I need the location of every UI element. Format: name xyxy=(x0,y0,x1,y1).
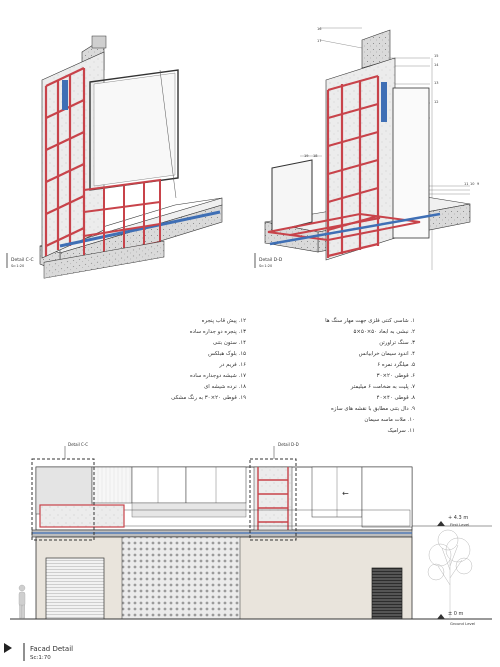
legend-item-10: ۱۰. ملات ماسه سیمان xyxy=(364,417,415,423)
legend-item-7: ۷. پلیت به ضخامت ۶ میلیمتر xyxy=(350,384,415,390)
legend-item-5: ۵. میلگرد نمره ۶ xyxy=(377,362,415,368)
legend-item-14: ۱۴. ستون بتنی xyxy=(212,340,246,346)
dd-scale: Sc:1:20 xyxy=(259,264,273,268)
legend-item-17: ۱۷. شیشه دوجداره ساده xyxy=(190,373,246,379)
legend-item-13: ۱۳. پنجره دو جداره ساده xyxy=(189,329,246,335)
footer-marker-icon xyxy=(4,643,12,653)
dd-blue-column xyxy=(381,82,387,122)
cc-scale: Sc:1:20 xyxy=(11,264,25,268)
legend-item-19: ۱۹. قوطی ۲۰×۳۰ به رنگ مشکی xyxy=(171,395,246,401)
upper-tower xyxy=(254,467,292,537)
footer-title-block xyxy=(4,643,73,661)
upper-window-1 xyxy=(132,467,186,503)
dd-door-panel xyxy=(393,88,429,238)
cc-blue-column xyxy=(62,80,68,110)
detail-dd-drawing xyxy=(255,27,479,270)
legend-left xyxy=(171,318,246,401)
legend-item-2: ۲. نبشی به ابعاد ۵۰×۵۰×۵ xyxy=(353,329,415,335)
upper-wall-right xyxy=(362,467,412,527)
door-arrow: ← xyxy=(342,489,349,498)
dd-callout-17: 17 xyxy=(317,39,322,43)
legend-item-11: ۱۱. سرامیک xyxy=(387,428,415,434)
dd-side-glass xyxy=(272,160,312,232)
cc-title: Detail C-C xyxy=(11,258,34,263)
footer-scale: Sc:1:70 xyxy=(30,655,51,661)
level-lower-value: ± 0 m xyxy=(448,611,464,617)
dd-callout-10: 10 xyxy=(470,182,475,186)
facade-elevation xyxy=(10,442,492,626)
dd-callout-16: 16 xyxy=(317,27,322,31)
legend-right xyxy=(325,317,415,434)
cc-window-glass xyxy=(94,73,175,186)
legend-item-16: ۱۶. فریم در xyxy=(219,362,246,368)
dd-callout-12: 12 xyxy=(434,100,439,104)
dd-callout-9: 9 xyxy=(477,182,480,186)
legend-item-4: ۴. اندود سیمان خرابیانس xyxy=(358,351,415,357)
dd-callout-18: 18 xyxy=(313,154,318,158)
dd-title-block xyxy=(255,253,283,268)
footer-title: Facad Detail xyxy=(30,645,74,653)
level-upper-value: + 4.3 m xyxy=(448,515,469,521)
side-gate xyxy=(372,568,402,619)
elev-callout-dd: Detail D-D xyxy=(278,442,299,447)
dd-callout-11: 11 xyxy=(464,182,469,186)
legend-item-12: ۱۲. پیش قاب پنجره xyxy=(201,318,246,324)
level-lower-name: Ground Level xyxy=(450,621,476,626)
upper-glass-1 xyxy=(92,467,132,503)
dd-callout-14: 14 xyxy=(434,63,439,67)
legend-item-18: ۱۸. نرده شیشه ای xyxy=(204,384,246,390)
cc-balcony-cage xyxy=(40,505,124,527)
elev-callout-cc: Detail C-C xyxy=(68,442,89,447)
legend-item-1: ۱. شاسی کنتی فلزی جهت مهار سنگ ها xyxy=(325,318,415,324)
perforated-wall xyxy=(122,537,240,619)
garage-door xyxy=(46,558,104,619)
level-upper-name: First Level xyxy=(450,522,470,527)
dd-callout-19: 19 xyxy=(304,154,309,158)
tree-icon xyxy=(428,530,472,619)
legend-item-8: ۸. قوطی ۴۰×۴۰ xyxy=(376,395,415,401)
legend-item-3: ۳. سنگ تراورتن xyxy=(379,340,415,346)
cc-column-top xyxy=(92,36,106,48)
level-upper-marker xyxy=(412,515,492,527)
detail-cc-drawing xyxy=(7,36,222,278)
cc-title-block xyxy=(7,253,34,268)
dd-callout-15: 15 xyxy=(434,54,439,58)
human-figure-icon xyxy=(19,585,25,618)
legend-item-6: ۶. قوطی ۲۰×۳۰ xyxy=(376,373,415,379)
legend-item-15: ۱۵. بلوک هبلکس xyxy=(208,351,246,357)
dd-callout-13: 13 xyxy=(434,81,439,85)
legend-item-9: ۹. دال بتنی مطابق با نقشه های سازه xyxy=(331,406,415,412)
dd-title: Detail D-D xyxy=(259,258,283,263)
